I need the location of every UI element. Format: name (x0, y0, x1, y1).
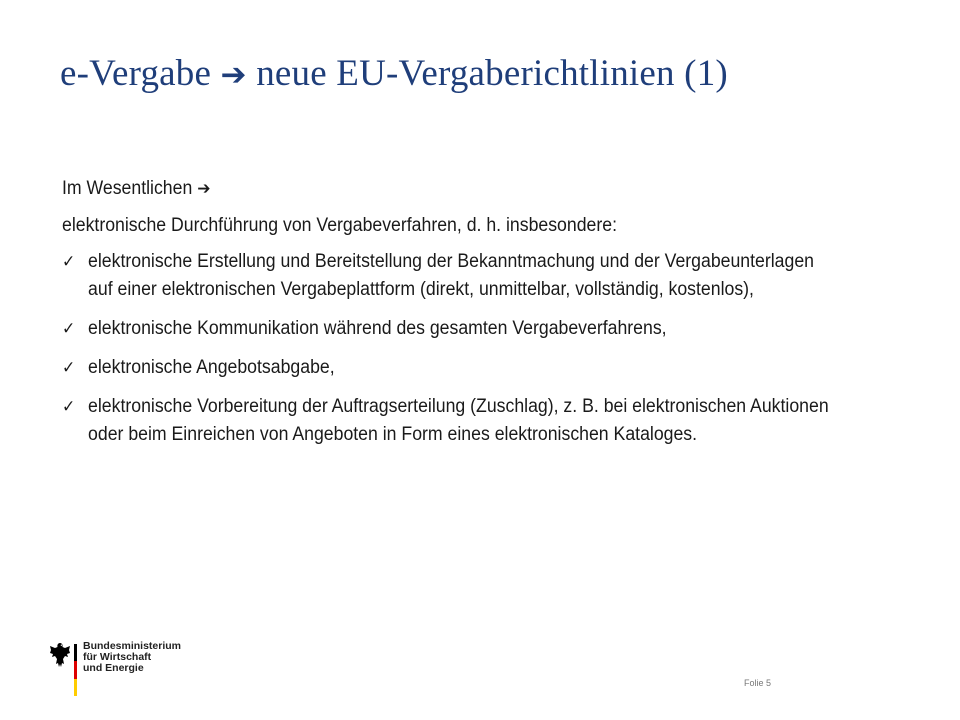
flag-gold-stripe (74, 679, 77, 696)
checkmark-icon: ✓ (62, 252, 76, 272)
title-right: neue EU-Vergaberichtlinien (1) (256, 53, 728, 94)
ministry-line: und Energie (83, 662, 144, 674)
checkmark-icon: ✓ (62, 358, 76, 378)
slide-body (62, 175, 843, 460)
intro-text: Im Wesentlichen (62, 178, 193, 199)
ministry-line: für Wirtschaft (83, 651, 152, 663)
list-item-text: elektronische Erstellung und Bereitstellung der Bekanntmachung und der Vergabeunterlagen auf einer elektronischen Vergabeplattform (direkt, unmittelbar, vollständig, kostenlos), (88, 251, 814, 300)
checkmark-icon: ✓ (62, 319, 76, 339)
checkmark-icon: ✓ (62, 397, 76, 417)
list-item (62, 354, 843, 382)
lead-line: elektronische Durchführung von Vergabeverfahren, d. h. insbesondere: (62, 215, 617, 236)
right-arrow-icon: ➔ (197, 179, 211, 199)
title-left: e-Vergabe (60, 53, 212, 94)
list-item-text: elektronische Kommunikation während des gesamten Vergabeverfahrens, (88, 318, 667, 339)
list-item (62, 248, 843, 304)
german-flag-bar (74, 644, 77, 696)
list-item-text: elektronische Angebotsabgabe, (88, 357, 335, 378)
flag-red-stripe (74, 661, 77, 679)
ministry-name (83, 641, 181, 674)
federal-eagle-icon (49, 642, 71, 668)
right-arrow-icon: ➔ (220, 57, 247, 93)
intro-line (62, 175, 843, 203)
slide-number: Folie 5 (744, 678, 772, 688)
list-item (62, 315, 843, 343)
ministry-logo (49, 638, 209, 696)
check-list (62, 248, 843, 449)
flag-black-stripe (74, 644, 77, 661)
slide-title (60, 52, 728, 95)
ministry-line: Bundesministerium (83, 640, 182, 652)
list-item (62, 393, 843, 449)
list-item-text: elektronische Vorbereitung der Auftragserteilung (Zuschlag), z. B. bei elektronischen Auktionen oder beim Einreichen von Angeboten in Form eines elektronischen Kataloges. (88, 396, 829, 445)
